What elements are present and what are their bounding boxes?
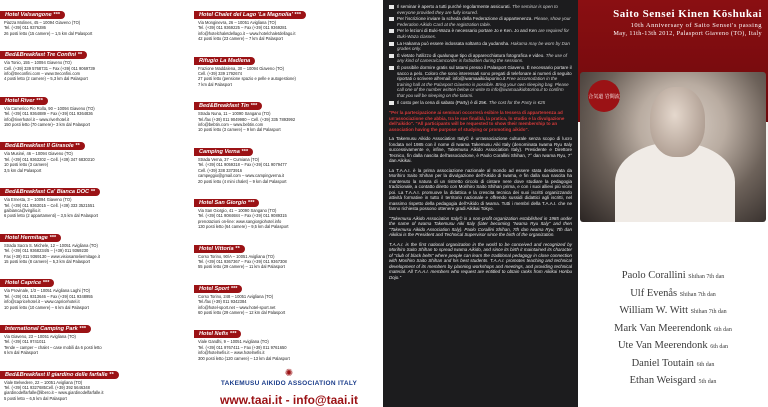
- teacher-entry: [582, 373, 764, 391]
- rule-item: [389, 28, 572, 39]
- hotel-detail: prenotazioni on-line: www.sangiorgiohotel.info: [198, 218, 282, 224]
- hotel-name: Hotel Valsangone ***: [0, 11, 65, 19]
- teacher-rank: Shihan 7th dan: [679, 291, 716, 298]
- rule-text: [397, 4, 572, 15]
- hotel-detail: Cell. (+39) 338 3373916: [198, 167, 243, 173]
- hotel-detail: Tel. (+39) 011 9767411 – Fax (+39) 011 9761650: [198, 344, 287, 350]
- about-it-2: La T.A.A.I. è la prima associazione nazionale al mondo ad essere stata desiderata da Morihiro Saito Shihan per la divulgazione dell'Aikido di Iwama, e fin dalla sua nascita ha mantenuto la natura di un ristretto circolo di cintare nere dove studiare la pedagogia tradizionale, a contatto diretto con Morihiro Saito Shihan prima, e con i suoi allievi più vicini poi. La T.A.A.I. promuove la didattica e la crescita tecnica dei suoi iscritti organizzando attività formative in tutto il territorio nazionale e offrendo sussidi didattici agli iscritti, nel massimo rispetto della pedagogia dell'Aikido di Iwama. Tutti i membri della T.A.A.I. che ne fanno richiesta possono ottenere gradi Aikikai Tokyo.: [389, 167, 572, 212]
- rule-text-en: Hakama may be worn by Dan grades only.: [397, 40, 570, 52]
- rule-text-it: Per le lezioni di Buki-Waza è necessario portare Jo e Ken. Jo and Ken: [397, 28, 537, 34]
- hotel-entry: [0, 268, 194, 312]
- hotel-detail: campeggio@gmail.com – www.campingverna.it: [198, 173, 285, 179]
- hotel-detail: Via Musiné, 46 – 10094 Giaveno (TO): [4, 151, 73, 157]
- hotel-detail: 55 posti letto (29 camere) – 11 km dal Palasport: [198, 264, 285, 270]
- teacher-rank: 6th dan: [696, 361, 715, 368]
- hotel-detail: Via Provinale, 1/3 – 10051 Avigliana Laghi (TO): [4, 288, 91, 294]
- hotel-detail: Tel. (+39) 011 9367367 – Fax (+39) 011 9367308: [198, 258, 287, 264]
- taai-website-link[interactable]: www.taai.it - info@taai.it: [220, 393, 358, 407]
- hotel-detail: Viale Gandhi, 9 – 10051 Avigliana (TO): [198, 339, 269, 345]
- hotel-entry: [0, 40, 194, 84]
- hotel-detail: Via San Giorgio, 41 – 10090 Sangano (TO): [198, 207, 277, 213]
- rule-text-it: Il seminar è aperto a tutti purché regolarmente assicurati.: [397, 4, 511, 9]
- hotel-detail: Tel. (+39) 011 9364889 – Fax (+39) 011 9364836: [4, 111, 93, 117]
- rule-text-en: The seminar is open to everyone provided they are fully insured.: [397, 4, 558, 15]
- hotel-entry: [0, 223, 194, 267]
- hotel-detail: info@hotelnefis.it – www.hotelnefis.it: [198, 350, 265, 356]
- hotel-name: Hotel Caprice ***: [0, 279, 54, 287]
- hotel-detail: Tel. (+39) 011 9327685Cell. (+39) 392 5646348: [4, 385, 90, 390]
- calligraphy-seal-icon: 合気道 岩間流: [588, 80, 620, 112]
- teacher-name: Ulf Evenås: [630, 287, 678, 299]
- hotel-name: Bed&Breakfast Ca' Bianca DOC **: [0, 188, 100, 196]
- hotel-detail: Frazione Maddalena, 30 – 10094 Giaveno (TO): [198, 65, 284, 71]
- hotel-entry: [0, 314, 194, 358]
- hotel-entry: [0, 86, 194, 130]
- rule-text-en: Free accomodation in the training hall at the Palasport Giaveno is possible. Bring your own sleeping bag. Please call one of the number written below or write to info@iwamaaikidotorino.it to confirm that you will be sleeping on the tatami.: [397, 76, 569, 98]
- hotel-detail: 150 posti letto (70 camere)– 3 km dal Palasport: [4, 122, 91, 128]
- hotel-detail: 42 posti letto (23 camere) – 7 km dal Palasport: [198, 36, 283, 42]
- bullet-square-icon: [389, 66, 394, 70]
- hotel-detail: Tende – camper – chalet – case mobili da 6 posti letto: [4, 344, 102, 350]
- rule-item: [389, 100, 572, 106]
- rule-text-en: The cost for the Party is €25: [488, 99, 546, 105]
- hotel-entry: [0, 0, 194, 38]
- hotel-entry: [194, 319, 383, 363]
- hotel-detail: Strada Verna, 37 – Cumiana (TO): [198, 156, 260, 162]
- membership-quote: "Per la partecipazione ai seminari occorrerà esibire la tessera di appartenenza ad un'associazione che abbia, tra le sue finalità, la pratica, lo studio e la divulgazione dell'aikido". "All participants will be requested to show their membership to an association having the purpose of studying or promoting aikido".: [389, 110, 565, 132]
- hotel-entry: [0, 360, 194, 404]
- about-it-1: La Takemusu Aikido Association Italy© è un'associazione culturale senza scopo di lucro fondata nel 1985 con il nome di Iwama Takemusu Aiki Italy (denominata Iwama Ryu Italy successivamente e, infine, Takemusu Aikido Association Italy). Presidente e Direttore Tecnico, fin dalla nascita dell'associazione, è Paolo Corallini Shihan, 7° dan Iwama Ryu, 7° dan Aikikai.: [389, 136, 572, 164]
- saito-sensei-photo: [580, 72, 766, 222]
- taai-footer: [204, 368, 374, 407]
- rule-item: [389, 53, 572, 64]
- about-en-2: T.A.A.I. is the first national organization in the world to be conceived and recognized by Morihiro Saito Shihan to spread Iwama Aikido, and since its birth it maintained its character of "club of black belts" where people can learn the traditional pedagogy in close connection with Morihiro Saito Shihan and his best students. T.A.A.I. promotes teaching and technical development of its members by planning workshops and meetings, and providing technical material. All T.A.A.I. members who request are entitled to obtain ranks from Aikikai Honbu Dojo.": [389, 241, 572, 280]
- rule-text-it: La Hakama può essere indossata soltanto da yudansha.: [397, 40, 510, 46]
- hotel-detail: 60 posti letto (29 camere) – 12 km dal Palasport: [198, 309, 286, 315]
- rule-text: [397, 100, 545, 106]
- teacher-name: Mark Van Meerendonk: [614, 322, 712, 334]
- teacher-rank: Shihan 7th dan: [690, 309, 727, 315]
- bullet-square-icon: [389, 42, 394, 46]
- hotel-detail: 10 posti letto (3 camere) – 9 km dal Palasport: [198, 127, 281, 133]
- hotels-column-2: [194, 0, 383, 407]
- hotel-name: Bed&Breakfast Il giardino delle farfalle **: [0, 371, 119, 379]
- hotel-detail: 26 posti letto (15 camere) – 1,5 km dal Palasport: [4, 30, 93, 36]
- hotel-name: Bed&Breakfast Tin ***: [194, 102, 262, 110]
- hotel-detail: 15 posti letto (8 camere) – 5,3 km dal Palasport: [4, 258, 91, 264]
- hotel-detail: Tel. (+39) 011 9376286: [4, 25, 46, 31]
- rule-text: [397, 16, 572, 27]
- hotel-detail: Tel. (+39) 011 9363015 – Cell. (+39) 333 3521551: [4, 202, 95, 208]
- hotel-detail: Tel./fax (+39) 011 9049980 – Cell. (+39) 335 7893992: [198, 116, 296, 122]
- hotel-detail: Tel. (+39) 011 9363202 – Cell. (+39) 347 6830310: [4, 156, 95, 162]
- hotel-detail: Piazza Molines, 45 – 10094 Giaveno (TO): [4, 20, 81, 25]
- hotel-entry: [194, 234, 383, 272]
- rule-text: [397, 53, 572, 64]
- hotel-detail: 3,5 km dal Palasport: [4, 167, 42, 173]
- teacher-name: Daniel Toutain: [631, 357, 694, 369]
- bullet-square-icon: [389, 101, 394, 105]
- hotel-detail: 130 posti letto (64 camere) – 9,5 km dal Palasport: [198, 224, 289, 230]
- hotel-detail: info@treconfini.com – www.treconfini.com: [4, 71, 81, 77]
- hotel-detail: Via Ernesta, 3 – 10094 Giaveno (TO): [4, 197, 72, 203]
- teachers-list: [582, 268, 764, 391]
- hotel-detail: Tel. (+39) 011 9059318 – Fax (+39) 011 9079477: [198, 162, 287, 168]
- hotel-detail: Via Tonio, 155 – 10094 Giaveno (TO): [4, 60, 72, 66]
- hotel-detail: 10 posti letto (10 camere) – 6 km dal Palasport: [4, 304, 89, 310]
- hotel-name: Hotel Hermitage ***: [0, 234, 61, 242]
- event-header: [586, 8, 762, 37]
- taai-logo-icon: ✺: [284, 368, 294, 379]
- rule-item: [389, 65, 572, 99]
- teacher-entry: [582, 321, 764, 339]
- info-column: [383, 0, 578, 407]
- teacher-entry: [582, 286, 764, 304]
- hotel-detail: Fax (+39) 011 9369130 – www.visiosanteliermitage.it: [4, 253, 100, 259]
- teacher-entry: [582, 268, 764, 286]
- hotel-detail: 300 posti letto (120 camere) – 13 km dal Palasport: [198, 355, 290, 361]
- hotel-detail: Corso Torino, 248 – 10051 Avigliana (TO): [198, 293, 274, 299]
- hotel-name: Camping Verna ***: [194, 148, 253, 156]
- hotel-name: Hotel River ***: [0, 97, 48, 105]
- hotel-detail: 27 posti letto (pensione spazio e pelle e autogestione): [198, 76, 296, 82]
- rule-item: [389, 4, 572, 15]
- rule-text-it: È vietato l'utilizzo di qualunque tipo di apparecchiatura fotografica e video.: [397, 52, 545, 58]
- rule-text: [397, 65, 572, 99]
- hotel-detail: Tel. (+39) 011 9369225 – Fax (+39) 011 9369281: [198, 25, 287, 31]
- hotel-detail: Strada Sacra S. Michele, 12 – 10051 Avigliana (TO): [4, 242, 98, 248]
- rule-item: [389, 16, 572, 27]
- teacher-rank: 6th dan: [713, 326, 732, 333]
- hotel-detail: 6 posti letto (2 appartamenti) – 3,5 km dal Palasport: [4, 213, 98, 219]
- bullet-square-icon: [389, 17, 394, 21]
- bullet-square-icon: [389, 54, 394, 58]
- hotel-detail: Tel. (+39) 011 9313646 – Fax (+39) 011 9348955: [4, 293, 93, 299]
- hotel-detail: info@bebtin.com – www.bebtin.com: [198, 122, 264, 128]
- teacher-name: Paolo Corallini: [621, 270, 686, 281]
- hotel-entry: [194, 188, 383, 232]
- hotel-name: Hotel San Giorgio ***: [194, 199, 259, 207]
- hotel-detail: Cell. (+39) 339 1792674: [198, 71, 243, 77]
- bullet-square-icon: [389, 5, 394, 9]
- teacher-rank: Shihan 7th dan: [688, 274, 725, 280]
- about-en-1: "Takemusu Aikido Association Italy© is a non-profit organization established in 1985 under the name of Iwama Takemusu Aiki Italy (later becoming "Iwama Ryu Italy" and then "Takemusu Aikido Association Italy). Paolo Corallini Shihan, 7th dan Iwama Ryu, 7th dan Aikikai is the President and Technical Supervisor since the birth of the organization.: [389, 215, 572, 238]
- hotel-detail: 7 km dal Palasport: [198, 81, 232, 87]
- hotel-entry: [194, 274, 383, 318]
- hotel-entry: [0, 131, 194, 175]
- taai-label: TAKEMUSU AIKIDO ASSOCIATION ITALY: [220, 380, 358, 387]
- hotel-entry: [194, 46, 383, 90]
- teacher-rank: 6th dan: [710, 344, 729, 350]
- hotel-detail: 5 posti letto – 6,5 km dal Palasport: [4, 395, 67, 401]
- rule-text-en: are required for Buki-Waza classes.: [397, 28, 569, 39]
- rule-text: [397, 28, 572, 39]
- teacher-entry: [582, 356, 764, 374]
- bullet-square-icon: [389, 29, 394, 33]
- hotel-detail: Cell. (+39) 339 5768731 – Fax (+39) 011 9069739: [4, 65, 95, 71]
- hotel-detail: Corso Torino, 90/A – 10051 Avigliana (TO): [198, 253, 275, 259]
- hotel-detail: info@hotel-sport.net – www.hotel-sport.net: [198, 304, 276, 310]
- teacher-name: Ethan Weisgard: [629, 375, 696, 386]
- hotel-entry: [194, 91, 383, 135]
- hotel-detail: info@hotelchaletdellago.it – www.hotelchaletdellago.it: [198, 30, 296, 36]
- event-date-place: May, 11th-13th 2012, Palasport Giaveno (TO), Italy: [613, 30, 762, 37]
- hotel-detail: Tel. (+39) 011 9368234/5 – (+39) 011 9369230: [4, 248, 89, 254]
- hotel-detail: Via Giaveno, 23 – 10051 Avigliana (TO): [4, 333, 76, 339]
- rule-text-en: The use of any kind of camera/camcorder is forbidden during the sessions.: [397, 52, 567, 64]
- hotel-entry: [0, 177, 194, 221]
- hotel-detail: Tel. (+39) 011 9084684 – Fax (+39) 011 9089315: [198, 213, 287, 219]
- hotel-name: Bed&Breakfast Il Girasole **: [0, 142, 85, 150]
- hotel-name: International Camping Park ***: [0, 325, 91, 333]
- rule-text-it: È possibile dormire gratis sul tatami presso il Palasport Giaveno. È necessario portare il sacco a pelo. Coloro che sono interessati sono pregati di telefonare ai numeri di seguito riportati o scrivere all'email: info@iwamaaikidoporino.it: [397, 64, 572, 82]
- hotel-detail: 4 posti letto (2 camere) – 5,3 km dal Palasport: [4, 76, 88, 82]
- hotel-entry: [194, 0, 383, 44]
- hotel-detail: 10 posti letto (3 camere): [4, 162, 49, 168]
- rule-text-en: Please, show your Federation Aikido Card at the registration table.: [397, 16, 571, 27]
- hotel-name: Hotel Sport ***: [194, 285, 242, 293]
- hotel-name: Rifugio La Madlena: [194, 57, 255, 65]
- rules-list: [389, 4, 572, 105]
- hotel-detail: giardinodelfarfalle@libero.it – www.giardinodelfarfalle.it: [4, 390, 104, 396]
- hotel-name: Hotel Vittoria **: [194, 245, 245, 253]
- hotel-detail: Tel./fax (+39) 011 9342384: [198, 299, 247, 305]
- event-subtitle: 10th Anniversary of Saito Sensei's passing: [630, 22, 762, 29]
- hotel-name: Hotel Nefis ***: [194, 330, 241, 338]
- teacher-name: Ute Van Meerendonk: [617, 340, 708, 351]
- hotel-detail: Via Monginevra, 26 – 10051 Avigliana (TO): [198, 20, 277, 25]
- hotels-column-1: [0, 0, 194, 407]
- rule-item: [389, 41, 572, 52]
- hotel-detail: info@capricehotel.it – www.capricehotel.it: [4, 299, 80, 305]
- hotel-name: Hotel Chalet del Lago 'La Magnolia' ***: [194, 11, 306, 19]
- cover-panel: [578, 0, 768, 407]
- rule-text-it: Il costo per la cena di sabato (Party) è di 25€.: [397, 99, 488, 105]
- event-title: Saito Sensei Kinen Kōshukai: [613, 8, 762, 20]
- hotel-detail: Strada Nuna, 11 – 10090 Sangano (TO): [198, 111, 271, 117]
- hotel-detail: Tel. (+39) 011 9741011: [4, 339, 46, 345]
- hotel-detail: Via Camerico Pio Rolla, 90 – 10094 Giaveno (TO): [4, 105, 95, 111]
- hotel-detail: 6 km dal Palasport: [4, 350, 38, 356]
- photo-face: [650, 87, 705, 157]
- hotel-detail: Viale Belvedere, 22 – 10051 Avigliana (TO): [4, 379, 83, 385]
- teacher-entry: [582, 303, 764, 321]
- hotel-entry: [194, 137, 383, 186]
- rule-text-it: Per l'iscrizione inviare la scheda della Federazione di appartenenza.: [397, 16, 533, 22]
- teacher-rank: 5th dan: [698, 379, 717, 385]
- rule-text: [397, 41, 572, 52]
- hotel-detail: 20 posti letto (4 mini chalet) – 9 km dal Palasport: [198, 178, 287, 184]
- hotel-detail: gaibianca@virgilio.it: [4, 207, 41, 213]
- teacher-name: William W. Witt: [619, 305, 689, 316]
- teacher-entry: [582, 338, 764, 356]
- hotel-name: Bed&Breakfast Tre Confini **: [0, 51, 87, 59]
- hotel-detail: info@riverhotel.it – www.riverhotel.it: [4, 116, 70, 122]
